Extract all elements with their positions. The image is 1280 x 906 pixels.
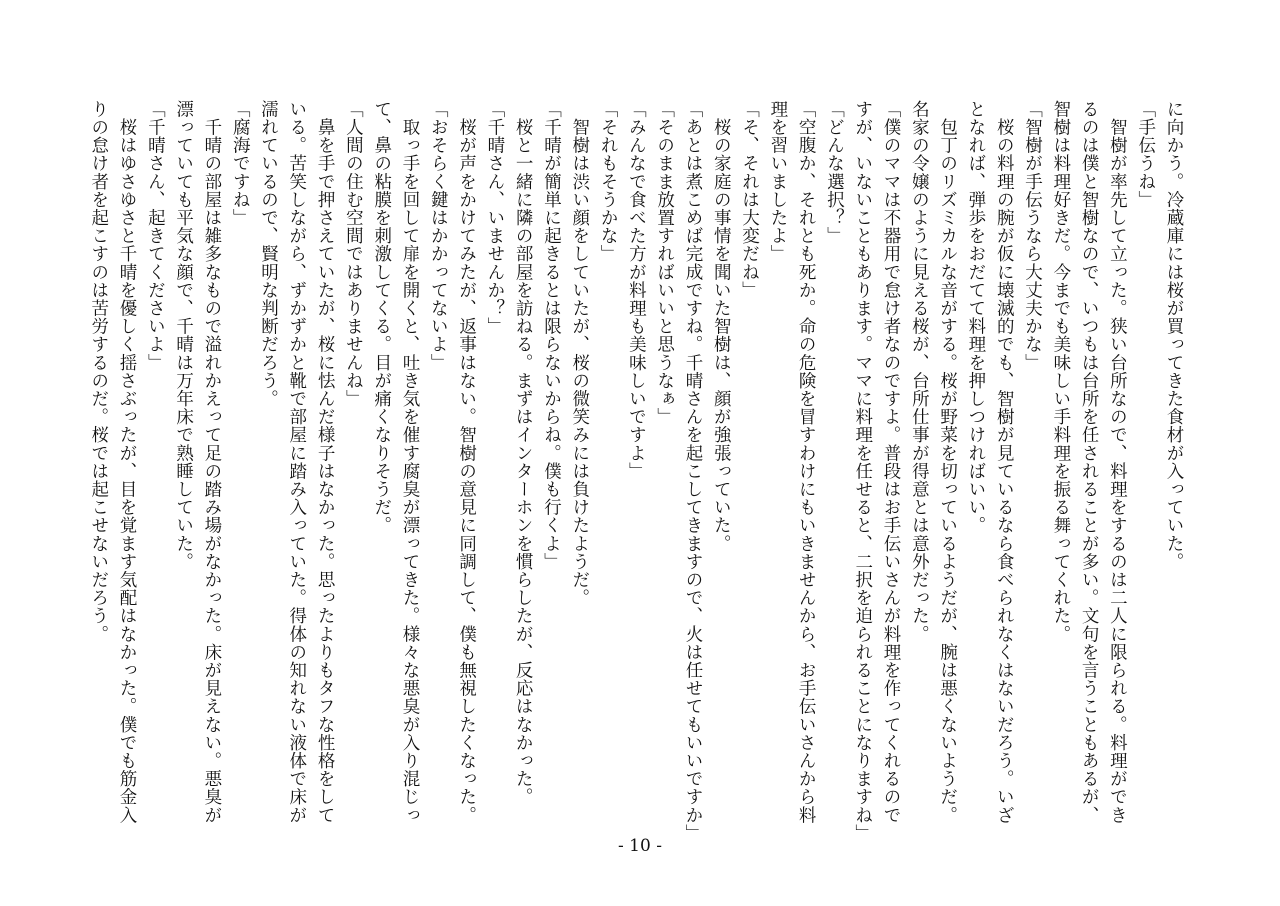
paragraph: 「あとは煮こめば完成ですね。千晴さんを起こしてきますので、火は任せてもいいですか」 — [682, 100, 703, 843]
paragraph: 「おそらく鍵はかかってないよ」 — [428, 100, 449, 372]
paragraph: 「それもそうかな」 — [598, 100, 619, 263]
page-number: - 10 - — [618, 836, 662, 856]
paragraph: 「千晴さん、いませんか？」 — [484, 100, 505, 336]
paragraph: 「千晴が簡単に起きるとは限らないからね。僕も行くよ」 — [541, 100, 562, 571]
paragraph: 「千晴さん、起きてくださいよ」 — [145, 100, 166, 372]
paragraph: 「智樹が手伝うなら大丈夫かな」 — [1022, 100, 1043, 372]
paragraph: 「手伝うね」 — [1135, 100, 1156, 209]
vertical-text-body — [88, 100, 1188, 843]
paragraph: 桜はゆさゆさと千晴を優しく揺さぶったが、目を覚ます気配はなかった。僕でも筋金入りの怠け者を起こすのは苦労するのだ。桜では起こせないだろう。 — [88, 100, 138, 824]
paragraph: に向かう。冷蔵庫には桜が買ってきた食材が入っていた。 — [1164, 100, 1184, 571]
paragraph: 取っ手を回して扉を開くと、吐き気を催す腐臭が漂ってきた。様々な悪臭が入り混じって、鼻の粘膜を刺激してくる。目が痛くなりそうだ。 — [371, 100, 420, 824]
paragraph: 桜が声をかけてみたが、返事はない。智樹の意見に同調して、僕も無視したくなった。 — [456, 100, 477, 824]
paragraph: 「みんなで食べた方が料理も美味しいですよ」 — [626, 100, 647, 481]
paragraph: 千晴の部屋は雑多なもので溢れかえって足の踏み場がなかった。床が見えない。悪臭が漂っていても平気な顔で、千晴は万年床で熟睡していた。 — [173, 100, 222, 824]
paragraph: 鼻を手で押さえていたが、桜に怯んだ様子はなかった。思ったよりもタフな性格をしている。苦笑しながら、ずかずかと靴で部屋に踏み入っていた。得体の知れない液体で床が濡れているので、賢明な判断だろう。 — [258, 100, 336, 824]
paragraph: 包丁のリズミカルな音がする。桜が野菜を切っているようだが、腕は悪くないようだ。名家の令嬢のように見える桜が、台所仕事が得意とは意外だった。 — [909, 100, 958, 824]
paragraph: 智樹は渋い顔をしていたが、桜の微笑みには負けたようだ。 — [569, 100, 590, 607]
paragraph: 桜の家庭の事情を聞いた智樹は、顔が強張っていた。 — [711, 100, 732, 553]
paragraph: 智樹が率先して立った。狭い台所なので、料理をするのは二人に限られる。料理ができるのは僕と智樹なので、いつもは台所を任されることが多い。文句を言うこともあるが、智樹は料理好きだ。今までも美味しい手料理を振る舞ってくれた。 — [1050, 100, 1128, 824]
paragraph: 「人間の住む空間ではありませんね」 — [343, 100, 364, 408]
paragraph: 「そ、それは大変だね」 — [739, 100, 760, 300]
paragraph: 「僕のママは不器用で怠け者なのですよ。普段はお手伝いさんが料理を作ってくれるのですが、いないこともあります。ママに料理を任せると、二択を迫られることになりますね」 — [852, 100, 902, 843]
paragraph: 「空腹か、それとも死か。命の危険を冒すわけにもいきませんから、お手伝いさんから料理を習いましたよ」 — [767, 100, 817, 824]
paragraph: 「どんな選択？」 — [824, 100, 845, 245]
paragraph: 「そのまま放置すればいいと思うなぁ」 — [654, 100, 675, 426]
paragraph: 桜の料理の腕が仮に壊滅的でも、智樹が見ているなら食べられなくはないだろう。いざとなれば、弾歩をおだてて料理を押しつければいい。 — [965, 100, 1015, 824]
paragraph: 桜と一緒に隣の部屋を訪ねる。まずはインターホンを慣らしたが、反応はなかった。 — [513, 100, 534, 806]
paragraph: 「腐海ですね」 — [230, 100, 251, 227]
